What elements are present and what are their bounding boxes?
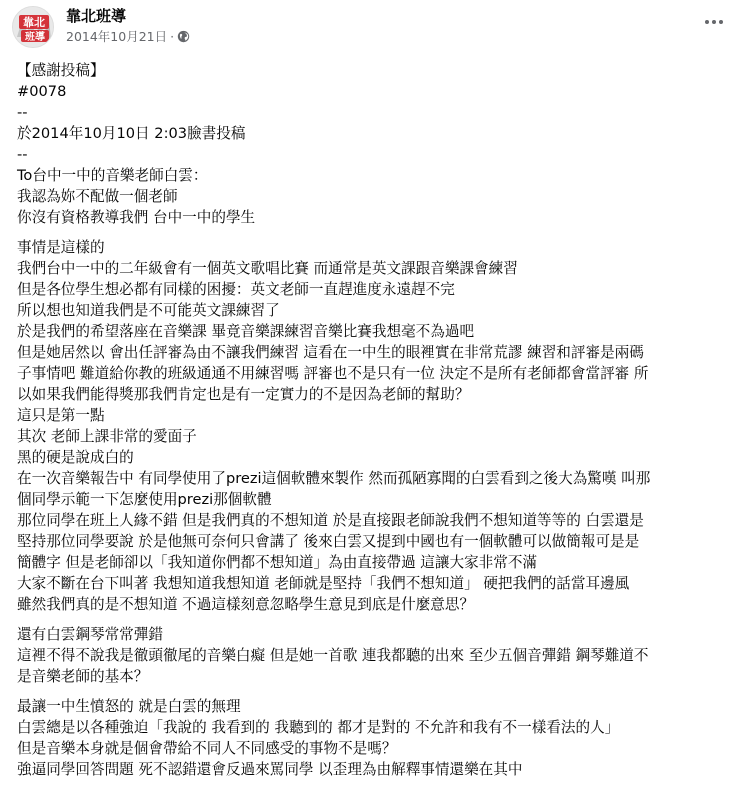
text-line: 這裡不得不說我是徹頭徹尾的音樂白癡 但是她一首歌 連我都聽的出來 至少五個音彈錯 鋼琴難道不	[17, 647, 649, 664]
text-line: --	[17, 104, 28, 121]
text-line: 最讓一中生憤怒的 就是白雲的無理	[17, 698, 241, 715]
page-name[interactable]: 靠北班導	[66, 7, 127, 25]
paragraph-intro	[17, 60, 729, 228]
post-body	[17, 60, 729, 780]
paragraph-story	[17, 237, 729, 615]
text-line: 強逼同學回答問題 死不認錯還會反過來罵同學 以歪理為由解釋事情還樂在其中	[17, 761, 523, 778]
meta-separator: ·	[170, 28, 175, 44]
text-line: 以如果我們能得獎那我們肯定也是有一定實力的不是因為老師的幫助？	[17, 386, 470, 403]
text-line: 大家不斷在台下叫著 我想知道我想知道 老師就是堅持「我們不想知道」 硬把我們的話當耳邊風	[17, 575, 630, 592]
text-line: 你沒有資格教導我們 台中一中的學生	[17, 209, 256, 226]
avatar-logo-icon	[13, 7, 54, 48]
text-line: 個同學示範一下怎麼使用prezi那個軟體	[17, 491, 272, 508]
text-line: 我們台中一中的二年級會有一個英文歌唱比賽 而通常是英文課跟音樂課會練習	[17, 260, 518, 277]
text-line: 但是她居然以 會出任評審為由不讓我們練習 這看在一中生的眼裡實在非常荒謬 練習和評審是兩碼	[17, 344, 644, 361]
text-line: 黑的硬是說成白的	[17, 449, 134, 466]
text-line: 事情是這樣的	[17, 239, 105, 256]
paragraph-anger	[17, 696, 729, 780]
globe-icon[interactable]	[177, 30, 190, 43]
text-line: 這只是第一點	[17, 407, 105, 424]
text-line: 但是各位學生想必都有同樣的困擾：英文老師一直趕進度永遠趕不完	[17, 281, 455, 298]
avatar[interactable]	[12, 6, 54, 48]
post-header	[0, 0, 744, 56]
post-meta	[66, 27, 190, 45]
more-options-icon[interactable]	[698, 10, 730, 34]
text-line: 那位同學在班上人緣不錯 但是我們真的不想知道 於是直接跟老師說我們不想知道等等的 白雲還是	[17, 512, 644, 529]
text-line: 堅持那位同學要說 於是他無可奈何只會講了 後來白雲又提到中國也有一個軟體可以做簡報可是是	[17, 533, 640, 550]
text-line: 【感謝投稿】	[17, 62, 105, 79]
text-line: 於2014年10月10日 2:03臉書投稿	[17, 125, 246, 142]
text-line: 白雲總是以各種強迫「我說的 我看到的 我聽到的 都才是對的 不允許和我有不一樣看法的人」	[17, 719, 620, 736]
paragraph-piano	[17, 624, 729, 687]
text-line: 雖然我們真的是不想知道 不過這樣刻意忽略學生意見到底是什麼意思？	[17, 596, 475, 613]
text-line: To台中一中的音樂老師白雲：	[17, 167, 208, 184]
text-line: 其次 老師上課非常的愛面子	[17, 428, 197, 445]
text-line: 所以想也知道我們是不可能英文課練習了	[17, 302, 280, 319]
post-timestamp[interactable]: 2014年10月21日	[66, 29, 168, 44]
text-line: 還有白雲鋼琴常常彈錯	[17, 626, 163, 643]
text-line[interactable]: #0078	[17, 83, 67, 100]
text-line: 簡體字 但是老師卻以「我知道你們都不想知道」為由直接帶過 這讓大家非常不滿	[17, 554, 538, 571]
svg-text:班導: 班導	[25, 32, 45, 43]
text-line: 我認為妳不配做一個老師	[17, 188, 178, 205]
svg-text:靠北: 靠北	[23, 16, 45, 29]
text-line: --	[17, 146, 28, 163]
text-line: 但是音樂本身就是個會帶給不同人不同感受的事物不是嗎？	[17, 740, 397, 757]
text-line: 在一次音樂報告中 有同學使用了prezi這個軟體來製作 然而孤陋寡聞的白雲看到之後大為驚嘆 叫那	[17, 470, 651, 487]
text-line: 子事情吧 難道給你教的班級通通不用練習嗎 評審也不是只有一位 決定不是所有老師都會當評審 所	[17, 365, 649, 382]
text-line: 於是我們的希望落座在音樂課 畢竟音樂課練習音樂比賽我想毫不為過吧	[17, 323, 475, 340]
text-line: 是音樂老師的基本？	[17, 668, 149, 685]
